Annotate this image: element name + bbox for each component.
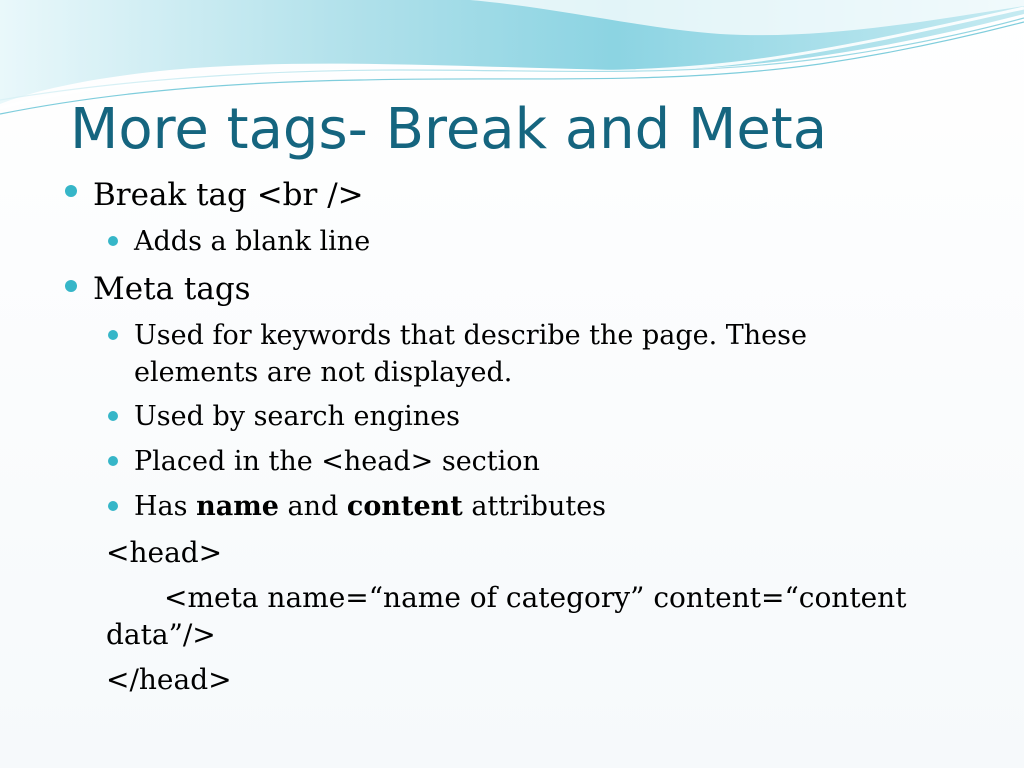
code-head-close: </head> bbox=[106, 663, 232, 696]
bullet-dot-icon bbox=[108, 411, 118, 421]
code-meta-line1: <meta name=“name of category” content=“content bbox=[164, 581, 907, 614]
bullet-placed-in-head: Placed in the <head> section bbox=[134, 446, 540, 477]
has-prefix-text: Has bbox=[134, 491, 197, 522]
bullet-used-by-search-engines: Used by search engines bbox=[134, 401, 461, 432]
has-and-text: and bbox=[278, 491, 347, 522]
content-keyword: content bbox=[346, 491, 463, 522]
bullet-adds-blank-line: Adds a blank line bbox=[134, 226, 371, 257]
bullet-dot-icon bbox=[65, 280, 77, 292]
code-meta-line2: data”/> bbox=[106, 618, 216, 651]
bullet-dot-icon bbox=[108, 456, 118, 466]
bullet-used-for-keywords-line2: elements are not displayed. bbox=[134, 357, 513, 388]
has-suffix-text: attributes bbox=[462, 491, 607, 522]
bullet-has-attributes bbox=[134, 488, 606, 525]
bullet-meta-tags: Meta tags bbox=[93, 271, 251, 307]
bullet-dot-icon bbox=[65, 185, 77, 197]
bullet-dot-icon bbox=[108, 236, 118, 246]
name-keyword: name bbox=[196, 491, 279, 522]
slide-title: More tags- Break and Meta bbox=[70, 97, 828, 162]
bullet-used-for-keywords-line1: Used for keywords that describe the page. These bbox=[134, 320, 807, 351]
bullet-break-tag: Break tag <br /> bbox=[93, 177, 364, 213]
bullet-dot-icon bbox=[108, 501, 118, 511]
bullet-dot-icon bbox=[108, 330, 118, 340]
code-head-open: <head> bbox=[106, 536, 223, 569]
